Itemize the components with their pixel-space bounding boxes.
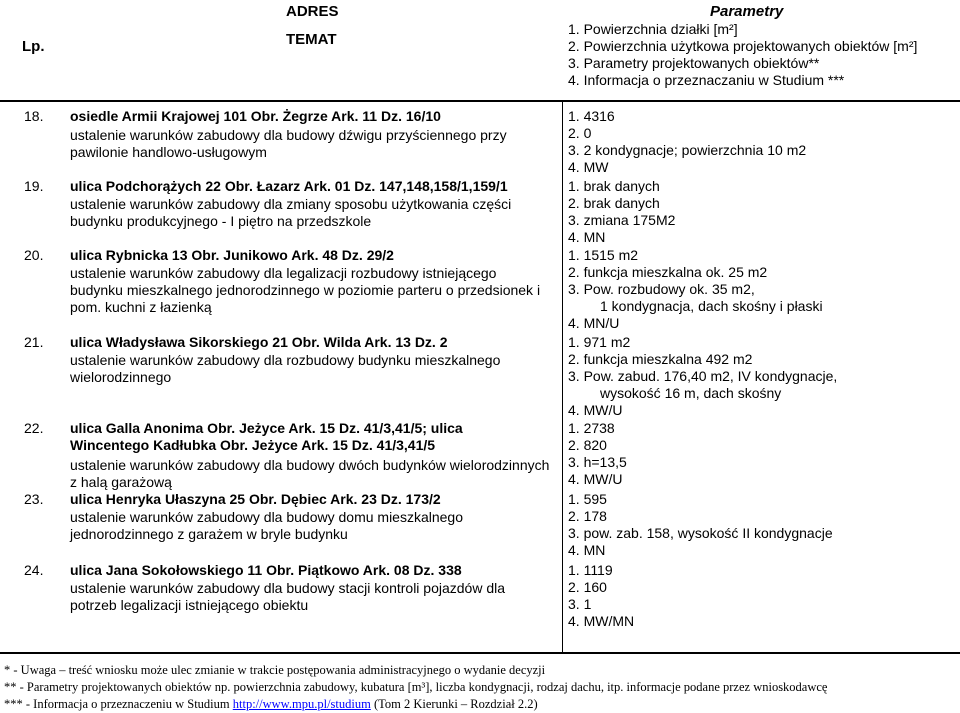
row-number: 18. (24, 108, 44, 124)
param-line: 3. 1 (568, 596, 592, 612)
row-params (568, 491, 958, 559)
row-number: 21. (24, 334, 44, 350)
row-params (568, 178, 958, 246)
param-line: 2. 178 (568, 508, 607, 524)
header-adres: ADRES (286, 3, 339, 20)
row-address: ulica Władysława Sikorskiego 21 Obr. Wilda Ark. 13 Dz. 2 (70, 334, 448, 350)
row-number: 23. (24, 491, 44, 507)
param-line: 4. MN (568, 542, 606, 558)
param-line: 2. funkcja mieszkalna ok. 25 m2 (568, 264, 768, 280)
row-topic: ustalenie warunków zabudowy dla budowy dźwigu przyściennego przy pawilonie handlowo-usługowym (70, 127, 507, 160)
param-line: 1. 2738 (568, 420, 615, 436)
row-address: osiedle Armii Krajowej 101 Obr. Żegrze Ark. 11 Dz. 16/10 (70, 108, 441, 124)
row-topic: ustalenie warunków zabudowy dla legalizacji rozbudowy istniejącego budynku mieszkalnego jednorodzinnego w poziomie parteru o przedsionek i pom. kuchni z łazienką (70, 265, 541, 315)
param-line: 2. 160 (568, 579, 607, 595)
footnote-2: ** - Parametry projektowanych obiektów np. powierzchnia zabudowy, kubatura [m³], liczba kondygnacji, rodzaj dachu, itp. informacje podane przez wnioskodawcę (4, 680, 828, 694)
row-params (568, 420, 958, 488)
row-address: ulica Galla Anonima Obr. Jeżyce Ark. 15 Dz. 41/3,41/5; ulica Wincentego Kadłubka Obr. Jeżyce Ark. 15 Dz. 41/3,41/5 (70, 420, 463, 453)
header-param: 1. Powierzchnia działki [m²] (568, 21, 738, 37)
row-number: 19. (24, 178, 44, 194)
param-line: 1. 1119 (568, 562, 613, 578)
param-line: 4. MN (568, 229, 606, 245)
header-param: 4. Informacja o przeznaczaniu w Studium *** (568, 72, 845, 88)
param-line: 1. 1515 m2 (568, 247, 639, 263)
footnote-3-suffix: (Tom 2 Kierunki – Rozdział 2.2) (370, 697, 538, 711)
param-line: 3. Pow. zabud. 176,40 m2, IV kondygnacje, (568, 368, 838, 384)
header-temat: TEMAT (286, 31, 337, 48)
header-params-list (568, 21, 917, 89)
row-topic: ustalenie warunków zabudowy dla budowy dwóch budynków wielorodzinnych z halą garażową (70, 457, 550, 490)
row-address: ulica Henryka Ułaszyna 25 Obr. Dębiec Ark. 23 Dz. 173/2 (70, 491, 441, 507)
param-line: 2. brak danych (568, 195, 660, 211)
param-line: 2. 0 (568, 125, 592, 141)
row-address: ulica Podchorążych 22 Obr. Łazarz Ark. 01 Dz. 147,148,158/1,159/1 (70, 178, 508, 194)
row-params (568, 334, 958, 419)
param-line: 3. h=13,5 (568, 454, 627, 470)
param-line: 3. zmiana 175M2 (568, 212, 676, 228)
param-line: 1. brak danych (568, 178, 660, 194)
param-line: 1. 971 m2 (568, 334, 631, 350)
studium-link[interactable]: http://www.mpu.pl/studium (232, 697, 371, 711)
footnote-3 (4, 696, 827, 713)
header-param: 2. Powierzchnia użytkowa projektowanych obiektów [m²] (568, 38, 918, 54)
row-params (568, 247, 958, 332)
param-line: 3. Pow. rozbudowy ok. 35 m2, (568, 281, 755, 297)
row-topic: ustalenie warunków zabudowy dla budowy domu mieszkalnego jednorodzinnego z garażem w bryle budynku (70, 509, 464, 542)
header-lp: Lp. (22, 38, 45, 55)
param-line: 1. 595 (568, 491, 607, 507)
param-line: 4. MW (568, 159, 609, 175)
param-line: 4. MW/MN (568, 613, 635, 629)
row-address: ulica Rybnicka 13 Obr. Junikowo Ark. 48 Dz. 29/2 (70, 247, 394, 263)
param-line: 3. pow. zab. 158, wysokość II kondygnacje (568, 525, 833, 541)
row-number: 24. (24, 562, 44, 578)
param-line: wysokość 16 m, dach skośny (600, 385, 782, 401)
footnote-1: * - Uwaga – treść wniosku może ulec zmianie w trakcie postępowania administracyjnego o wydanie decyzji (4, 663, 546, 677)
param-line: 2. funkcja mieszkalna 492 m2 (568, 351, 753, 367)
param-line: 1. 4316 (568, 108, 615, 124)
row-topic: ustalenie warunków zabudowy dla zmiany sposobu użytkowania części budynku produkcyjnego - I piętro na przedszkole (70, 196, 512, 229)
param-line: 4. MW/U (568, 471, 623, 487)
header-parametry: Parametry (710, 3, 784, 20)
table-header (0, 0, 960, 102)
param-line: 1 kondygnacja, dach skośny i płaski (600, 298, 823, 314)
column-divider (562, 100, 563, 652)
row-number: 22. (24, 420, 44, 436)
param-line: 3. 2 kondygnacje; powierzchnia 10 m2 (568, 142, 807, 158)
row-params (568, 562, 958, 630)
row-number: 20. (24, 247, 44, 263)
row-topic: ustalenie warunków zabudowy dla rozbudowy budynku mieszkalnego wielorodzinnego (70, 352, 501, 385)
table-bottom-rule (0, 652, 960, 654)
param-line: 2. 820 (568, 437, 607, 453)
param-line: 4. MN/U (568, 315, 620, 331)
row-topic: ustalenie warunków zabudowy dla budowy stacji kontroli pojazdów dla potrzeb legalizacji istniejącego obiektu (70, 580, 506, 613)
footnotes (4, 662, 827, 713)
header-param: 3. Parametry projektowanych obiektów** (568, 55, 820, 71)
row-params (568, 108, 958, 176)
row-address: ulica Jana Sokołowskiego 11 Obr. Piątkowo Ark. 08 Dz. 338 (70, 562, 462, 578)
param-line: 4. MW/U (568, 402, 623, 418)
footnote-3-prefix: *** - Informacja o przeznaczeniu w Studium (4, 697, 233, 711)
